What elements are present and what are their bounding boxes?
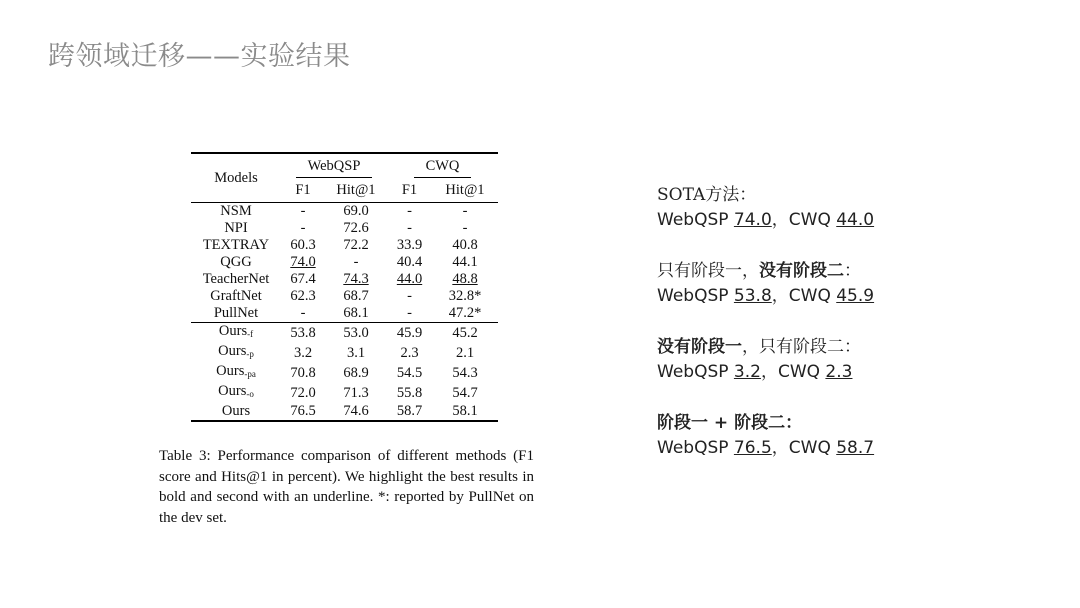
header-cwq: CWQ [387,153,498,178]
header-webqsp-hit1: Hit@1 [336,182,376,198]
header-webqsp: WebQSP [281,153,387,178]
table-row: Ours$_{-o}$ 72.0 71.3 55.8 54.7 [218,383,478,401]
header-webqsp-f1: F1 [295,182,311,198]
note-stage2-only: 没有阶段一，只有阶段二： WebQSP 3.2，CWQ 2.3 [657,337,861,382]
note-both-stages: 阶段一 + 阶段二： WebQSP 76.5，CWQ 58.7 [657,413,875,458]
table-row: QGG 74.0 - 40.4 44.1 [220,254,478,270]
results-table-container [191,152,498,422]
table-row: Ours$_{-pa}$ 70.8 68.9 54.5 54.3 [216,363,478,381]
header-cwq-hit1: Hit@1 [445,182,485,198]
results-table [191,152,498,422]
table-row: GraftNet 62.3 68.7 - 32.8* [210,288,482,304]
header-cwq-f1: F1 [401,182,418,198]
slide-title: 跨领域迁移——实验结果 [48,41,351,72]
note-sota: SOTA方法： WebQSP 74.0，CWQ 44.0 [657,185,875,230]
table-row: TeacherNet 67.4 74.3 44.0 48.8 [202,271,478,287]
note-stage1-only: 只有阶段一，没有阶段二： WebQSP 53.8，CWQ 45.9 [657,261,875,306]
table-caption: Table 3: Performance comparison of different methods (F1 score and Hits@1 in percent). We highlight the best results in bold and second with an underline. *: reported by PullNet on the dev set. [159,448,534,526]
table-row: Ours$_{-f}$ 53.8 53.0 45.9 45.2 [191,323,498,344]
table-row: TEXTRAY 60.3 72.2 33.9 40.8 [202,237,478,253]
notes-panel [657,183,1057,487]
table-row: PullNet - 68.1 - 47.2* [213,305,482,321]
table-row: NPI - 72.6 - - [224,220,468,236]
table-row: Ours$_{-p}$ 3.2 3.1 2.3 2.1 [218,343,475,361]
table-row: NSM - 69.0 - - [191,203,498,221]
table-row: Ours 76.5 74.6 58.7 58.1 [221,403,478,419]
header-models: Models [214,170,258,186]
